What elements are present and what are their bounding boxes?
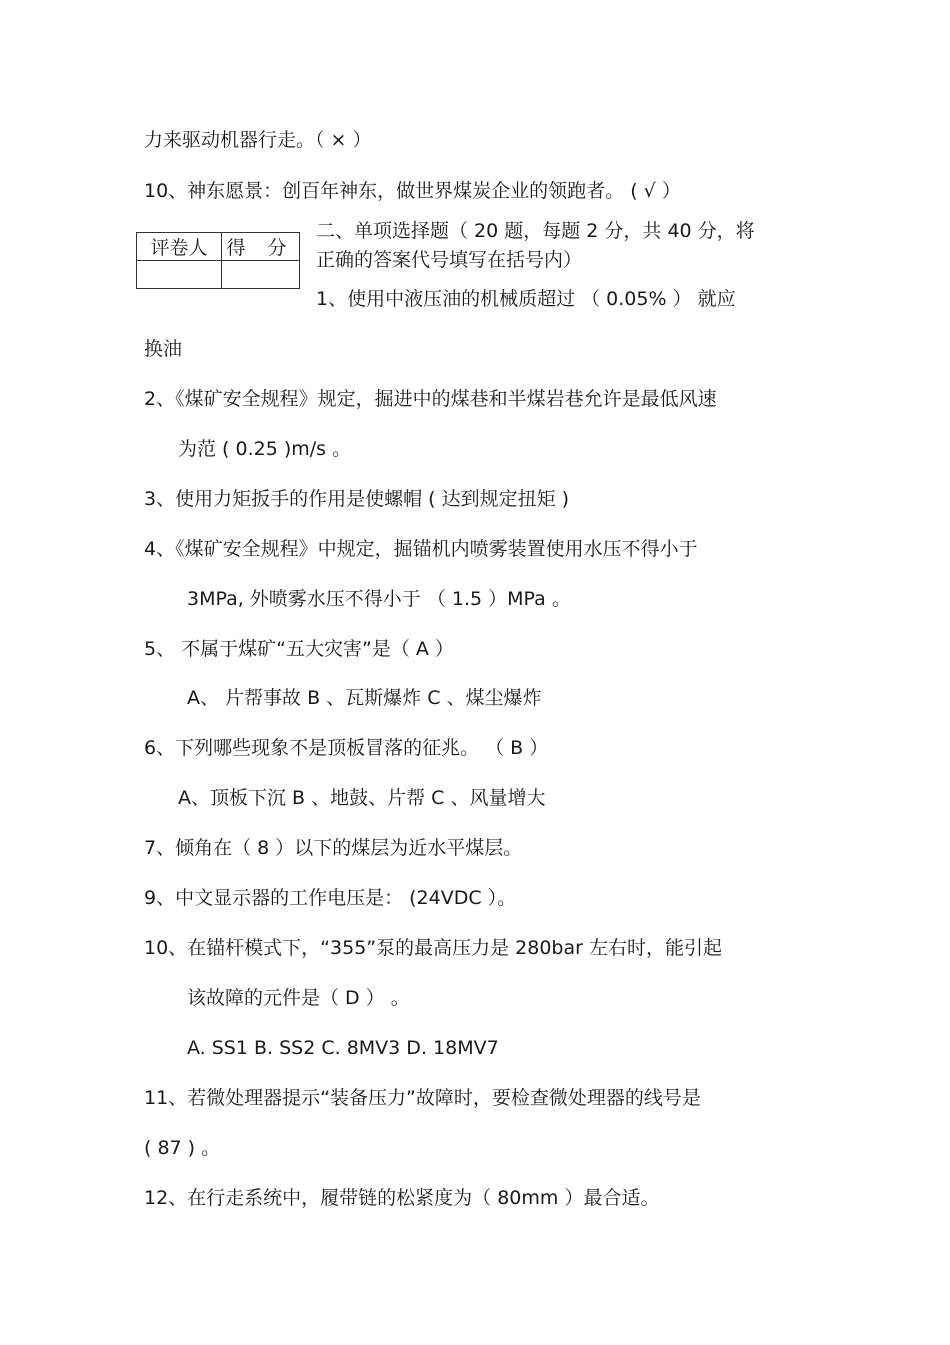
- question-10: 10、在锚杆模式下，“355”泵的最高压力是 280bar 左右时，能引起: [144, 937, 722, 959]
- question-6: 6、下列哪些现象不是顶板冒落的征兆。 （ B ）: [144, 737, 549, 759]
- grader-value-cell: [137, 261, 222, 289]
- score-table-value-row: [137, 261, 300, 289]
- question-12: 12、在行走系统中，履带链的松紧度为（ 80mm ）最合适。: [144, 1187, 660, 1209]
- line-1: 力来驱动机器行走。（ × ）: [144, 129, 372, 151]
- question-5: 5、 不属于煤矿“五大灾害”是（ A ）: [144, 638, 454, 660]
- question-10-options: A. SS1 B. SS2 C. 8MV3 D. 18MV7: [187, 1037, 499, 1059]
- question-4-cont: 3MPa, 外喷雾水压不得小于 （ 1.5 ）MPa 。: [187, 588, 571, 610]
- score-label: 得 分: [222, 233, 300, 261]
- question-10-cont: 该故障的元件是（ D ） 。: [187, 987, 410, 1009]
- question-11-cont: ( 87 ) 。: [144, 1137, 221, 1159]
- question-3: 3、使用力矩扳手的作用是使螺帽 ( 达到规定扭矩 ): [144, 488, 570, 510]
- question-1-cont: 换油: [144, 338, 183, 360]
- score-table-header-row: [137, 233, 300, 261]
- question-4: 4、《煤矿安全规程》中规定，掘锚机内喷雾装置使用水压不得小于: [144, 538, 698, 560]
- question-2: 2、《煤矿安全规程》规定，掘进中的煤巷和半煤岩巷允许是最低风速: [144, 388, 717, 410]
- question-7: 7、倾角在（ 8 ）以下的煤层为近水平煤层。: [144, 837, 523, 859]
- section-heading-cont: 正确的答案代号填写在括号内）: [316, 249, 583, 271]
- score-value-cell: [222, 261, 300, 289]
- score-table: [136, 232, 300, 289]
- question-6-options: A、顶板下沉 B 、地鼓、片帮 C 、风量增大: [178, 787, 546, 809]
- question-1: 1、使用中液压油的机械质超过 （ 0.05% ） 就应: [316, 288, 736, 310]
- question-2-cont: 为范 ( 0.25 )m/s 。: [178, 438, 352, 460]
- grader-label: 评卷人: [137, 233, 222, 261]
- question-5-options: A、 片帮事故 B 、瓦斯爆炸 C 、煤尘爆炸: [187, 687, 542, 709]
- question-9: 9、中文显示器的工作电压是： (24VDC ）。: [144, 887, 517, 909]
- question-11: 11、若微处理器提示“装备压力”故障时，要检查微处理器的线号是: [144, 1087, 701, 1109]
- line-2: 10、神东愿景：创百年神东，做世界煤炭企业的领跑者。 ( √ ）: [144, 180, 681, 202]
- section-heading: 二、单项选择题（ 20 题，每题 2 分，共 40 分，将: [316, 220, 755, 242]
